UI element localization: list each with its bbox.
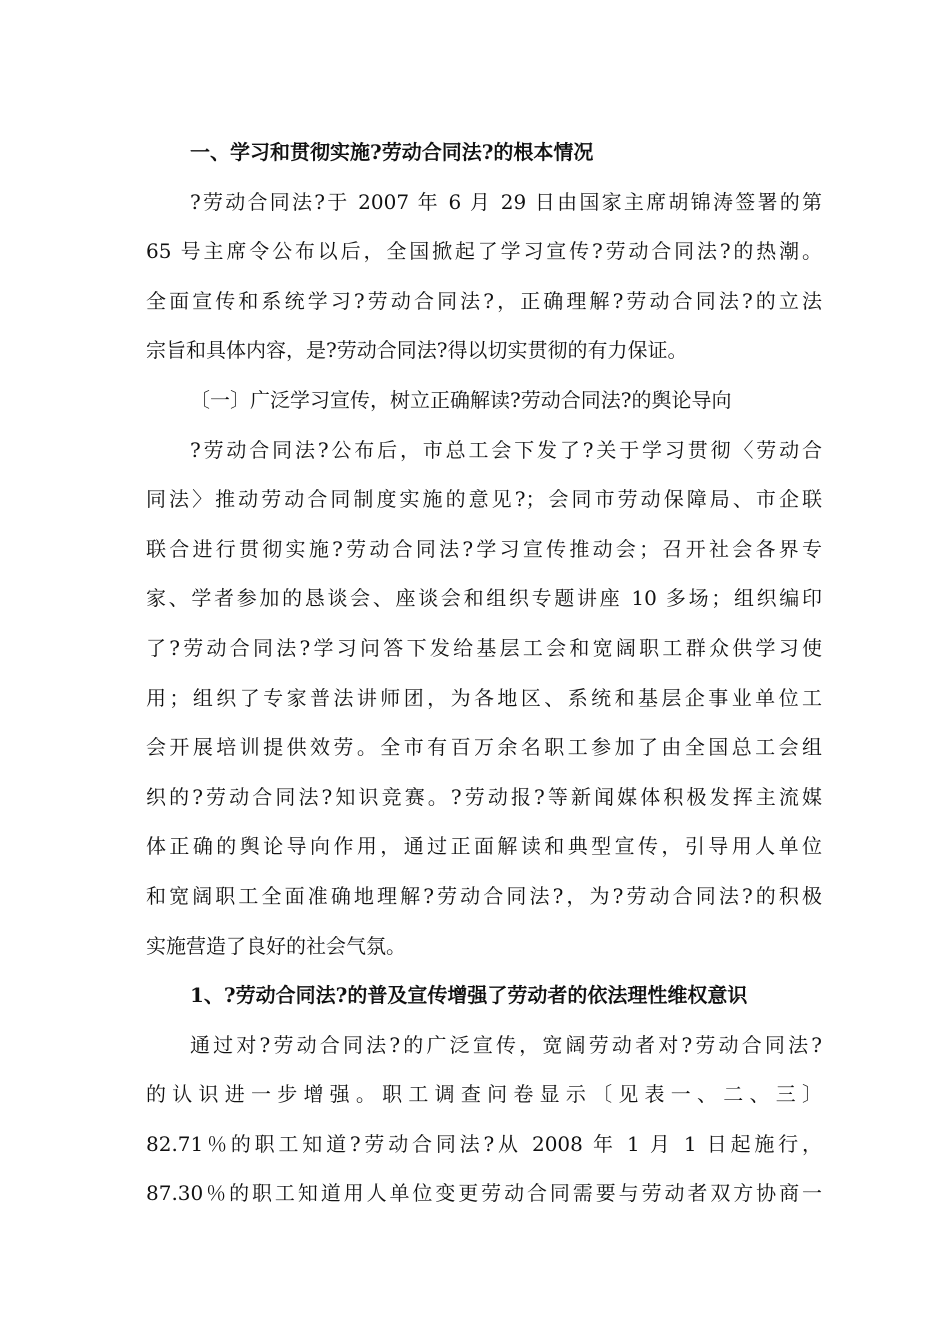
paragraph-line: 和宽阔职工全面准确地理解?劳动合同法?，为?劳动合同法?的积极	[146, 883, 822, 908]
paragraph-line: ?劳动合同法?公布后，市总工会下发了?关于学习贯彻〈劳动合	[190, 437, 822, 462]
paragraph-line: 了?劳动合同法?学习问答下发给基层工会和宽阔职工群众供学习使	[146, 635, 822, 660]
paragraph-line: 用；组织了专家普法讲师团，为各地区、系统和基层企事业单位工	[146, 685, 822, 710]
paragraph-line: 同法〉推动劳动合同制度实施的意见?；会同市劳动保障局、市企联	[146, 487, 822, 512]
paragraph-line: 联合进行贯彻实施?劳动合同法?学习宣传推动会；召开社会各界专	[146, 536, 822, 561]
section-heading-line: 一、学习和贯彻实施?劳动合同法?的根本情况	[190, 140, 594, 164]
paragraph-line: 82.71％的职工知道?劳动合同法?从 2008 年 1 月 1 日起施行，	[146, 1131, 822, 1156]
paragraph-line: 全面宣传和系统学习?劳动合同法?，正确理解?劳动合同法?的立法	[146, 288, 822, 313]
paragraph-line: 家、学者参加的恳谈会、座谈会和组织专题讲座 10 多场；组织编印	[146, 586, 822, 611]
paragraph-line: 宗旨和具体内容，是?劳动合同法?得以切实贯彻的有力保证。	[146, 338, 688, 363]
paragraph-line: 实施营造了良好的社会气氛。	[146, 933, 406, 958]
section-heading-line: 1、?劳动合同法?的普及宣传增强了劳动者的依法理性维权意识	[190, 983, 748, 1008]
paragraph-line: 通过对?劳动合同法?的广泛宣传，宽阔劳动者对?劳动合同法?	[190, 1032, 822, 1057]
paragraph-line: 〔一〕广泛学习宣传，树立正确解读?劳动合同法?的舆论导向	[190, 387, 732, 412]
paragraph-line: 的认识进一步增强。职工调查问卷显示〔见表一、二、三〕	[146, 1082, 822, 1107]
paragraph-line: 65 号主席令公布以后，全国掀起了学习宣传?劳动合同法?的热潮。	[146, 239, 822, 264]
paragraph-line: 体正确的舆论导向作用，通过正面解读和典型宣传，引导用人单位	[146, 834, 822, 859]
paragraph-line: ?劳动合同法?于 2007 年 6 月 29 日由国家主席胡锦涛签署的第	[190, 189, 822, 214]
paragraph-line: 会开展培训提供效劳。全市有百万余名职工参加了由全国总工会组	[146, 735, 822, 760]
paragraph-line: 87.30％的职工知道用人单位变更劳动合同需要与劳动者双方协商一	[146, 1181, 822, 1206]
document-body	[146, 128, 822, 1219]
paragraph-line: 织的?劳动合同法?知识竞赛。?劳动报?等新闻媒体积极发挥主流媒	[146, 784, 822, 809]
